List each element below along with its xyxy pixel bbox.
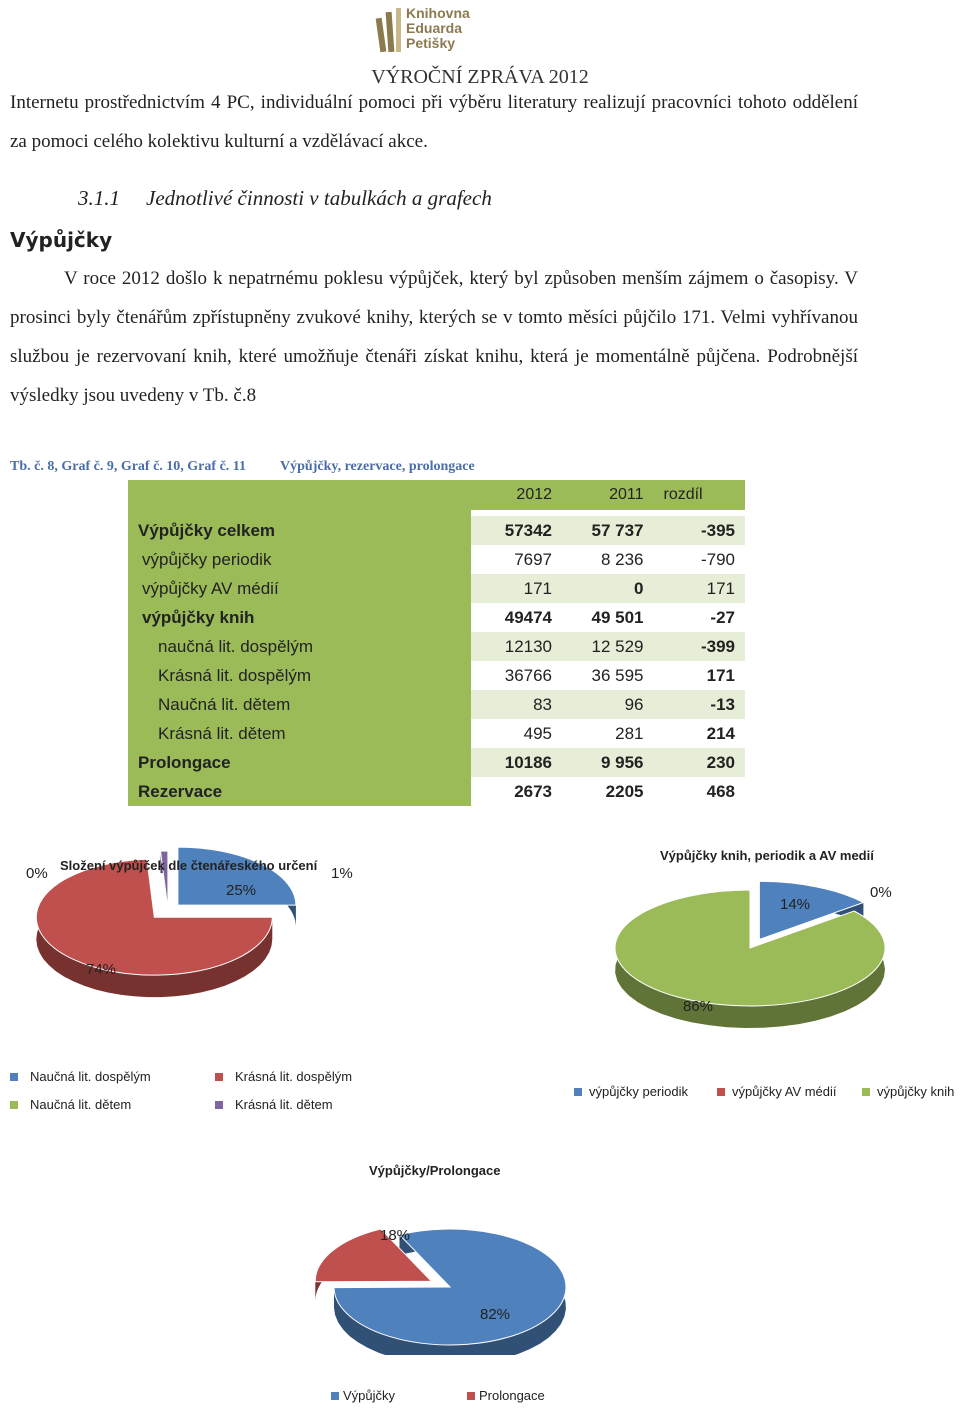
row-label: výpůjčky knih <box>128 603 471 632</box>
cell-diff: -13 <box>653 690 745 719</box>
cell-2011: 57 737 <box>562 516 653 545</box>
cell-diff: 171 <box>706 665 735 685</box>
chart-title: Výpůjčky knih, periodik a AV medií <box>660 848 874 863</box>
cell-2012: 12130 <box>471 632 562 661</box>
table-row <box>128 748 745 777</box>
table-ref: Tb. č. 8, Graf č. 9, Graf č. 10, Graf č. 11 <box>10 459 247 474</box>
library-logo <box>374 6 514 58</box>
cell-2012: 495 <box>523 723 553 743</box>
report-title: VÝROČNÍ ZPRÁVA 2012 <box>371 66 589 88</box>
pie-chart-3-svg <box>300 1155 620 1355</box>
data-label: 0% <box>870 884 892 901</box>
body-text: V roce 2012 došlo k nepatrnému poklesu výpůjček, který byl způsoben menším zájmem o časopisy. V prosinci byly čtenářům zpřístupněny zvukové knihy, kterých se v tomto měsíci půjčilo 171. Velmi vyhřívanou službou je rezervovaní knih, které umožňuje čtenáři získat knihu, která je momentálně půjčena. Podrobnější výsledky jsou uvedeny v Tb. č.8 <box>10 268 858 406</box>
cell-2012: 2673 <box>514 781 553 801</box>
legend-item: výpůjčky AV médií <box>717 1084 837 1099</box>
cell-diff: -27 <box>710 607 735 627</box>
table-row <box>128 516 745 545</box>
pie-chart-books-periodicals <box>560 840 960 1110</box>
data-label: 25% <box>226 882 257 899</box>
cell-2012: 83 <box>471 690 562 719</box>
cell-2011: 0 <box>562 574 653 603</box>
cell-diff: 214 <box>706 723 735 743</box>
cell-2011: 36 595 <box>591 665 644 685</box>
table-row <box>128 661 745 690</box>
section-title: Jednotlivé činnosti v tabulkách a grafech <box>146 186 492 210</box>
table-title: Výpůjčky, rezervace, prolongace <box>280 459 475 474</box>
legend-item: Krásná lit. dětem <box>215 1097 333 1112</box>
cell-diff: -399 <box>653 632 745 661</box>
header-cell-2012: 2012 <box>471 480 562 510</box>
pie-chart-loans-renewals <box>300 1155 620 1410</box>
chart-title: Výpůjčky/Prolongace <box>369 1163 501 1178</box>
row-label: Naučná lit. dětem <box>128 690 471 719</box>
pie-chart-reader-composition <box>0 840 400 1130</box>
legend-item: Výpůjčky <box>331 1388 395 1403</box>
data-label: 82% <box>480 1306 511 1323</box>
row-label: naučná lit. dospělým <box>128 632 471 661</box>
cell-2011: 49 501 <box>591 607 644 627</box>
table-row <box>128 574 745 603</box>
data-label: 86% <box>683 998 714 1015</box>
row-label: Výpůjčky celkem <box>128 516 471 545</box>
header-cell-2011: 2011 <box>562 480 653 510</box>
table-row <box>128 545 745 574</box>
row-label: výpůjčky periodik <box>128 545 471 574</box>
table-caption <box>10 459 475 475</box>
data-label: 18% <box>380 1227 411 1244</box>
cell-2011: 9 956 <box>562 748 653 777</box>
table-header-row <box>128 480 745 510</box>
cell-2011: 281 <box>615 723 644 743</box>
cell-2012: 7697 <box>514 549 553 569</box>
header-cell-empty <box>128 480 471 510</box>
legend-item: výpůjčky knih <box>862 1084 954 1099</box>
stats-table <box>128 480 745 806</box>
data-label: 74% <box>86 961 117 978</box>
cell-2011: 8 236 <box>600 549 644 569</box>
legend-item: Naučná lit. dospělým <box>10 1069 151 1084</box>
logo-mark-icon <box>374 8 404 54</box>
legend-item: Naučná lit. dětem <box>10 1097 131 1112</box>
pie-chart-2-svg <box>560 840 960 1040</box>
cell-2012: 49474 <box>504 607 553 627</box>
data-label: 0% <box>26 865 48 882</box>
row-label: výpůjčky AV médií <box>128 574 471 603</box>
cell-2011: 12 529 <box>562 632 653 661</box>
row-label: Krásná lit. dětem <box>128 719 471 748</box>
cell-2011: 2205 <box>605 781 644 801</box>
table-row <box>128 632 745 661</box>
data-label: 1% <box>331 865 353 882</box>
chart-title: Složení výpůjček dle čtenářeského určení <box>60 858 318 873</box>
table-row <box>128 777 745 806</box>
data-label: 14% <box>780 896 811 913</box>
cell-diff: -790 <box>700 549 735 569</box>
row-label: Prolongace <box>128 748 471 777</box>
cell-diff: -395 <box>653 516 745 545</box>
table-row <box>128 690 745 719</box>
legend-item: Krásná lit. dospělým <box>215 1069 352 1084</box>
legend-item: výpůjčky periodik <box>574 1084 688 1099</box>
intro-paragraph: Internetu prostřednictvím 4 PC, individuální pomoci při výběru literatury realizují pracovníci tohoto oddělení za pomoci celého kolektivu kulturní a vzdělávací akce. <box>10 92 858 152</box>
cell-diff: 468 <box>706 781 735 801</box>
table-row <box>128 719 745 748</box>
header-cell-diff: rozdíl <box>653 480 745 510</box>
cell-2012: 171 <box>471 574 562 603</box>
table-row <box>128 603 745 632</box>
row-label: Rezervace <box>128 777 471 806</box>
row-label: Krásná lit. dospělým <box>128 661 471 690</box>
body-paragraph <box>10 259 858 415</box>
cell-2012: 36766 <box>504 665 553 685</box>
cell-2011: 96 <box>562 690 653 719</box>
legend-item: Prolongace <box>467 1388 545 1403</box>
logo-text: Knihovna Eduarda Petišky <box>406 5 470 51</box>
cell-2012: 10186 <box>471 748 562 777</box>
cell-2012: 57342 <box>471 516 562 545</box>
cell-diff: 230 <box>653 748 745 777</box>
cell-diff: 171 <box>653 574 745 603</box>
section-heading <box>78 186 492 211</box>
section-number: 3.1.1 <box>78 186 120 210</box>
subheading: Výpůjčky <box>10 228 113 252</box>
